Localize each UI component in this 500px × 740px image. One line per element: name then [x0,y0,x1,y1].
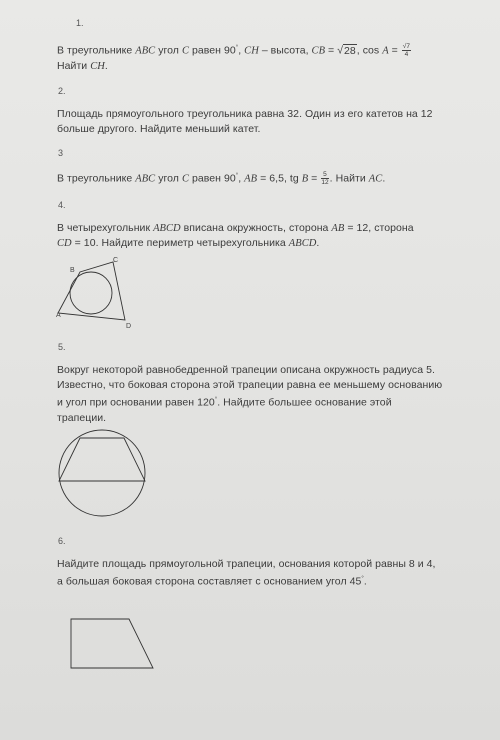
problem-4-number: 4. [58,200,66,210]
problem-1-fraction: $\frac{√7}{4}$ [402,43,411,59]
right-trapezoid [71,619,153,668]
problem-3-number: 3 [58,148,64,158]
vertex-b-label: B [70,267,75,274]
problem-5-text: Вокруг некоторой равнобедренной трапеции описана окружность радиуса 5. Известно, что боковая сторона этой трапеции равна ее меньшему основанию и угол при основании равен 120°. Найдите большее основание этой трапеции. [57,363,497,426]
problem-4-line-1: В четырехугольник ABCD вписана окружность, сторона AB = 12, сторона [57,222,414,234]
problem-6-number: 6. [58,536,66,546]
problem-1-number: 1. [76,18,84,28]
problem-6-text: Найдите площадь прямоугольной трапеции, основания которой равны 8 и 4, а большая боковая сторона составляет с основанием угол 45°. [57,557,497,590]
problem-1-line-1: В треугольнике ABC угол C равен 90°, CH – высота, CB = √28, cos A = $\frac{√7}{4}$ [57,43,411,59]
problem-6-line-2: а большая боковая сторона составляет с основанием угол 45°. [57,575,367,588]
problem-5-number: 5. [58,342,66,352]
vertex-d-label: D [126,323,132,330]
problem-5-line-3: и угол при основании равен 120°. Найдите большее основание этой [57,396,392,409]
problem-4-line-2: CD = 10. Найдите периметр четырехугольника ABCD. [57,237,320,249]
vertex-a-label: A [56,312,61,319]
problem-2-text: Площадь прямоугольного треугольника равна 32. Один из его катетов на 12 больше другого. Найдите меньший катет. [57,108,433,135]
problem-2-number: 2. [58,86,66,96]
vertex-c-label: C [113,257,119,264]
problem-3-fraction: $\frac{5}{12}$ [321,171,329,187]
problem-1-line-2: Найти CH. [57,59,108,72]
problem-3-text: В треугольнике ABC угол C равен 90°, AB = 6,5, tg B = $\frac{5}{12}$ . Найти AC. [57,171,386,187]
